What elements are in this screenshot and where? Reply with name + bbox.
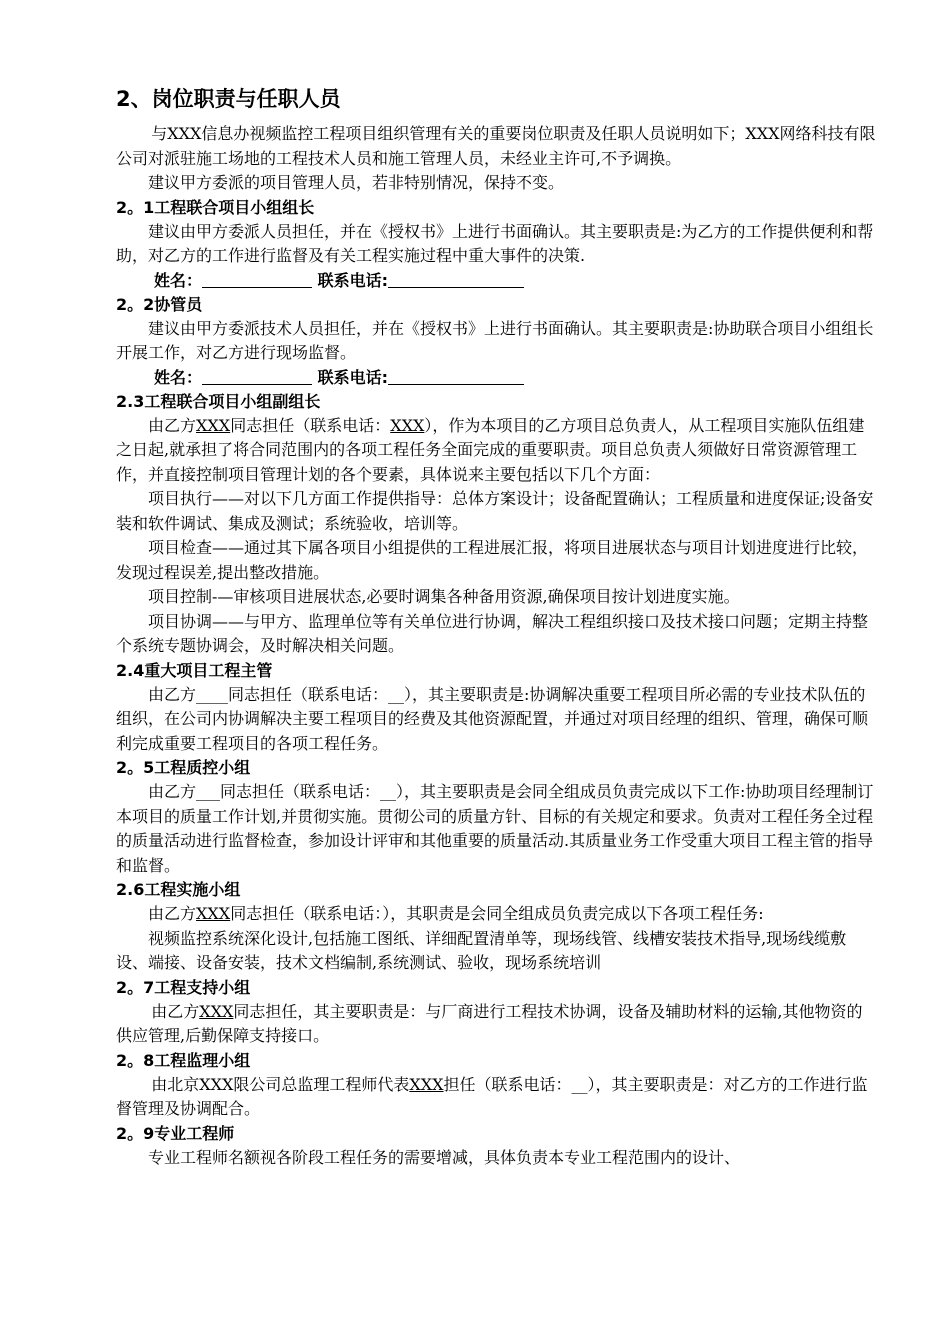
paragraph-2-6 <box>116 902 876 927</box>
heading-2-2: 2。2协管员 <box>116 294 203 314</box>
phone-blank <box>388 368 524 385</box>
item-project-inspection: 项目检查——通过其下属各项目小组提供的工程进展汇报，将项目进展状态与项目计划进度进行比较，发现过程误差,提出整改措施。 <box>116 538 869 582</box>
name-blank <box>202 271 312 288</box>
person-name: XXX <box>199 1001 234 1021</box>
text-run: 同志担任（联系电话：），其职责是会同全组成员负责完成以下各项工程任务: <box>230 904 764 923</box>
paragraph-2-9: 专业工程师名额视各阶段工程任务的需要增减，具体负责本专业工程范围内的设计、 <box>148 1147 741 1167</box>
paragraph-2-6-tasks: 视频监控系统深化设计,包括施工图纸、详细配置清单等，现场线管、线槽安装技术指导,现场线缆敷设、端接、设备安装，技术文档编制,系统测试、验收，现场系统培训 <box>116 928 847 972</box>
intro-paragraph-2: 建议甲方委派的项目管理人员，若非特别情况，保持不变。 <box>148 173 565 192</box>
phone-blank <box>388 271 524 288</box>
paragraph-2-5: 由乙方___同志担任（联系电话：__），其主要职责是会同全组成员负责完成以下工作:协助项目经理制订本项目的质量工作计划,并贯彻实施。贯彻公司的质量方针、目标的有关规定和要求。负责对工程任务全过程的质量活动进行监督检查，参加设计评审和其他重要的质量活动.其质量业务工作受重大项目工程主管的指导和监督。 <box>116 782 874 875</box>
text-run: 同志担任，其主要职责是：与厂商进行工程技术协调，设备及辅助材料的运输,其他物资的供应管理,后勤保障支持接口。 <box>116 1001 863 1045</box>
item-project-execution: 项目执行——对以下几方面工作提供指导：总体方案设计；设备配置确认；工程质量和进度保证;设备安装和软件调试、集成及测试；系统验收，培训等。 <box>116 489 874 533</box>
heading-2-3: 2.3工程联合项目小组副组长 <box>116 391 321 411</box>
section-title: 2、岗位职责与任职人员 <box>116 87 341 111</box>
item-project-coordination: 项目协调——与甲方、监理单位等有关单位进行协调，解决工程组织接口及技术接口问题；定期主持整个系统专题协调会，及时解决相关问题。 <box>116 611 869 655</box>
person-name: XXX <box>409 1074 444 1094</box>
item-project-control: 项目控制-—审核项目进展状态,必要时调集各种备用资源,确保项目按计划进度实施。 <box>148 587 740 606</box>
text-run: 由北京XXX限公司总监理工程师代表 <box>151 1074 410 1094</box>
text-run: 由乙方 <box>148 415 197 435</box>
heading-2-1: 2。1工程联合项目小组组长 <box>116 197 315 217</box>
text-run: 由乙方 <box>148 904 197 923</box>
person-name: XXX <box>196 904 231 923</box>
heading-2-7: 2。7工程支持小组 <box>116 977 251 997</box>
paragraph-2-3 <box>116 414 876 488</box>
paragraph-2-2: 建议由甲方委派技术人员担任，并在《授权书》上进行书面确认。其主要职责是:协助联合项目小组组长开展工作，对乙方进行现场监督。 <box>116 318 874 362</box>
phone-label: 联系电话: <box>317 367 388 387</box>
paragraph-2-7 <box>116 1000 876 1049</box>
heading-2-6: 2.6工程实施小组 <box>116 880 241 899</box>
name-label: 姓名： <box>154 367 203 387</box>
text-run: 担任（联系电话：__），其主要职责是：对乙方的工作进行监督管理及协调配合。 <box>116 1074 868 1118</box>
phone-label: 联系电话: <box>317 270 388 290</box>
heading-2-5: 2。5工程质控小组 <box>116 758 251 777</box>
text-run: ），作为本项目的乙方项目总负责人，从工程项目实施队伍组建之日起,就承担了将合同范围内的各项工程任务全面完成的重要职责。项目总负责人须做好日常资源管理工作，并直接控制项目管理计划的各个要素，具体说来主要包括以下几个方面： <box>116 415 865 484</box>
paragraph-2-8 <box>116 1073 876 1122</box>
name-blank <box>202 368 312 385</box>
name-label: 姓名： <box>154 270 203 290</box>
text-run: 同志担任（联系电话： <box>230 415 391 435</box>
heading-2-4: 2.4重大项目工程主管 <box>116 660 273 680</box>
person-name: XXX <box>196 415 231 435</box>
heading-2-8: 2。8工程监理小组 <box>116 1050 251 1070</box>
paragraph-2-1: 建议由甲方委派人员担任，并在《授权书》上进行书面确认。其主要职责是:为乙方的工作提供便利和帮助，对乙方的工作进行监督及有关工程实施过程中重大事件的决策. <box>116 221 874 265</box>
fill-line-2-1 <box>116 269 876 293</box>
intro-paragraph-1: 与XXX信息办视频监控工程项目组织管理有关的重要岗位职责及任职人员说明如下；XXX网络科技有限公司对派驻施工场地的工程技术人员和施工管理人员，未经业主许可,不予调换。 <box>116 124 876 168</box>
paragraph-2-4: 由乙方____同志担任（联系电话：__），其主要职责是:协调解决重要工程项目所必需的专业技术队伍的组织，在公司内协调解决主要工程项目的经费及其他资源配置，并通过对项目经理的组织、管理，确保可顺利完成重要工程项目的各项工程任务。 <box>116 684 869 753</box>
document-page <box>116 84 876 1170</box>
text-run: 由乙方 <box>151 1001 200 1021</box>
fill-line-2-2 <box>116 366 876 390</box>
phone-value: XXX <box>390 415 425 435</box>
heading-2-9: 2。9专业工程师 <box>116 1123 235 1143</box>
